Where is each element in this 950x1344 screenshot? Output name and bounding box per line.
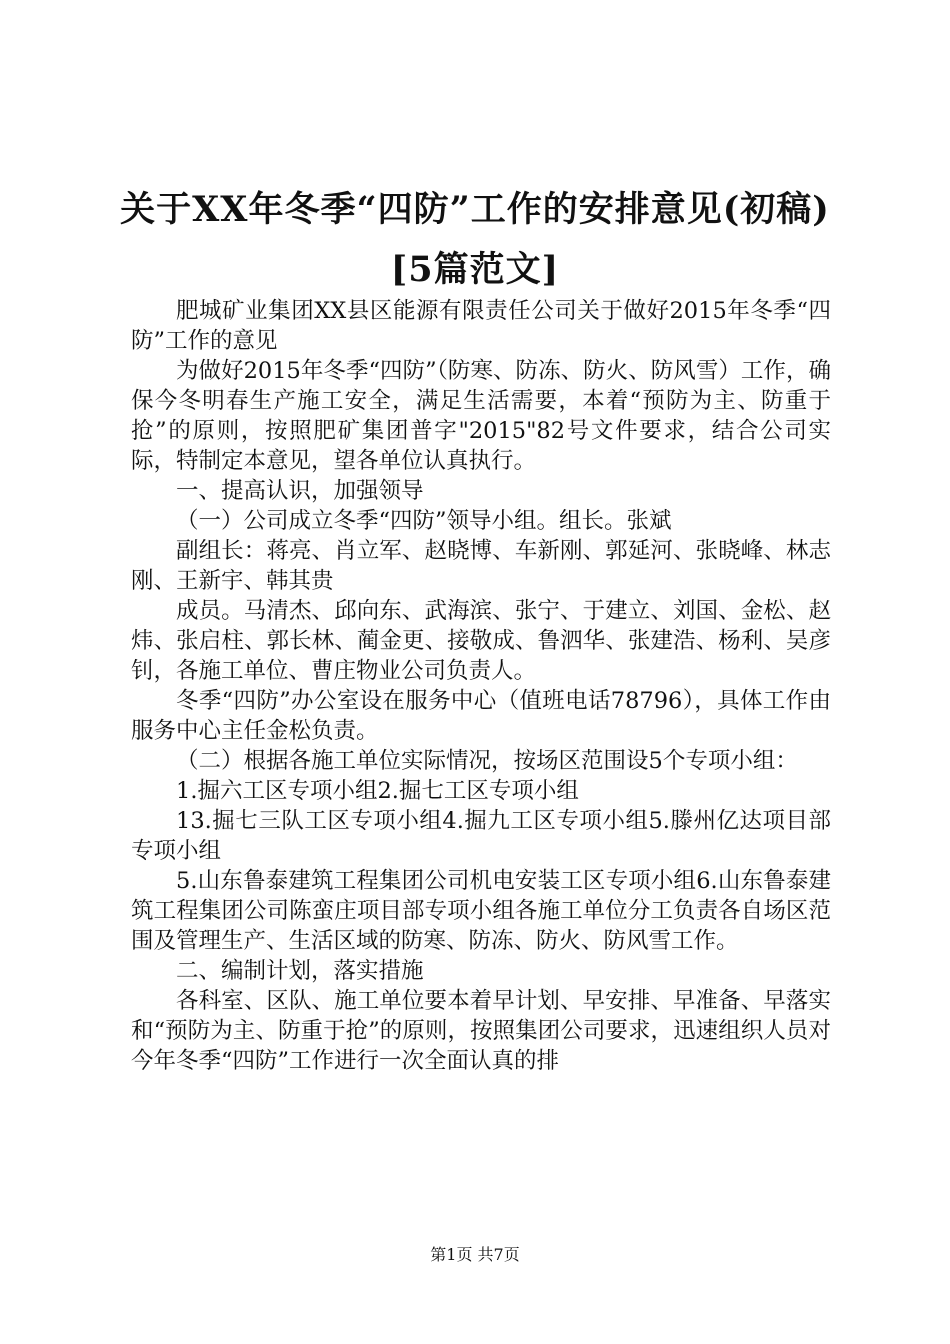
paragraph: 各科室、区队、施工单位要本着早计划、早安排、早准备、早落实和“预防为主、防重于抢”的原则，按照集团公司要求，迅速组织人员对今年冬季“四防”工作进行一次全面认真的排	[131, 988, 831, 1074]
document-body	[131, 296, 831, 1076]
document-title: 关于XX年冬季“四防”工作的安排意见(初稿)[5篇范文]	[120, 189, 830, 290]
paragraph: 13.掘七三队工区专项小组4.掘九工区专项小组5.滕州亿达项目部专项小组	[131, 808, 831, 864]
section-heading: 一、提高认识，加强领导	[176, 478, 424, 504]
section-heading: 二、编制计划，落实措施	[176, 958, 424, 984]
paragraph: 副组长：蒋亮、肖立军、赵晓博、车新刚、郭延河、张晓峰、林志刚、王新宇、韩其贵	[131, 538, 831, 594]
paragraph: 为做好2015年冬季“四防”（防寒、防冻、防火、防风雪）工作，确保今冬明春生产施工安全，满足生活需要，本着“预防为主、防重于抢”的原则，按照肥矿集团普字"2015"82号文件要求，结合公司实际，特制定本意见，望各单位认真执行。	[131, 358, 831, 474]
paragraph: （二）根据各施工单位实际情况，按场区范围设5个专项小组：	[176, 748, 798, 774]
paragraph: 5.山东鲁泰建筑工程集团公司机电安装工区专项小组6.山东鲁泰建筑工程集团公司陈蛮庄项目部专项小组各施工单位分工负责各自场区范围及管理生产、生活区域的防寒、防冻、防火、防风雪工作。	[131, 868, 831, 954]
paragraph: 1.掘六工区专项小组2.掘七工区专项小组	[176, 778, 579, 804]
paragraph: （一）公司成立冬季“四防”领导小组。组长。张斌	[176, 508, 672, 534]
paragraph: 冬季“四防”办公室设在服务中心（值班电话78796），具体工作由服务中心主任金松负责。	[131, 688, 831, 744]
page-footer: 第1页 共7页	[430, 1245, 520, 1264]
paragraph: 肥城矿业集团XX县区能源有限责任公司关于做好2015年冬季“四防”工作的意见	[131, 298, 831, 354]
paragraph: 成员。马清杰、邱向东、武海滨、张宁、于建立、刘国、金松、赵炜、张启柱、郭长林、蔺金更、接敬成、鲁泗华、张建浩、杨利、吴彦钊，各施工单位、曹庄物业公司负责人。	[131, 598, 831, 684]
